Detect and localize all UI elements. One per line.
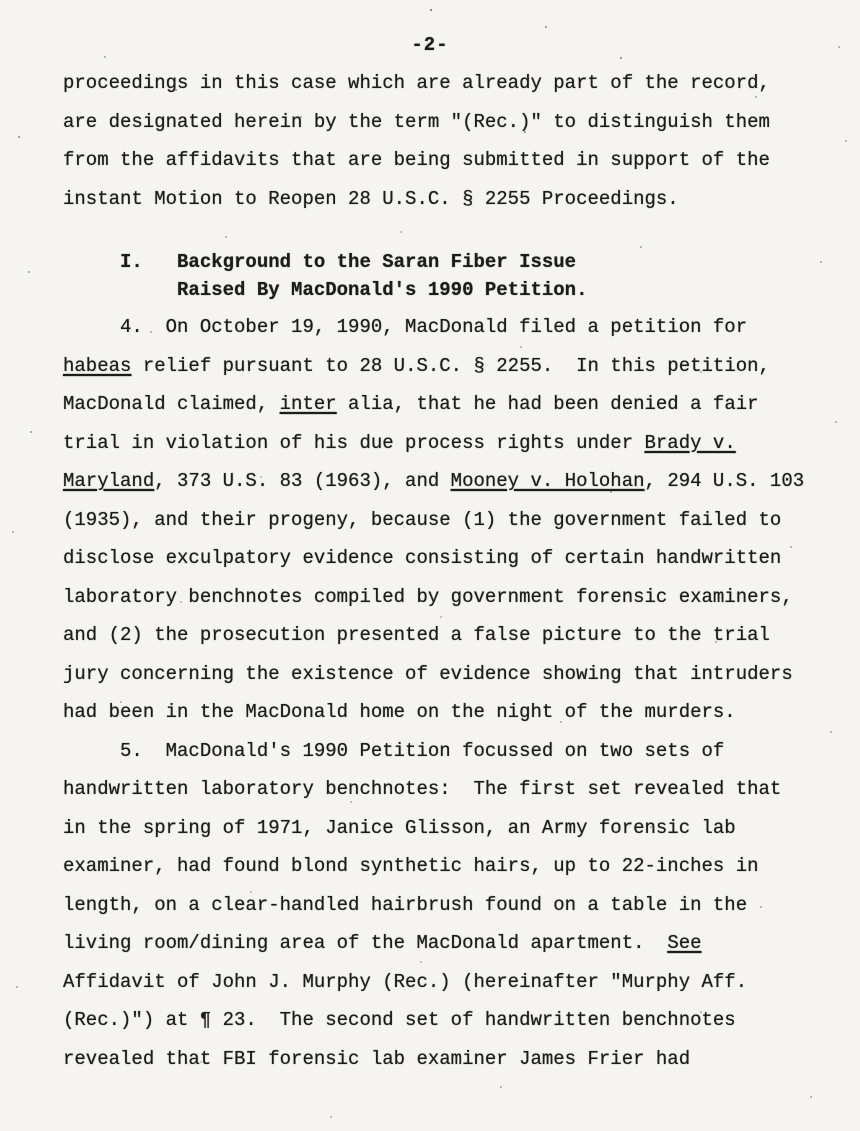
text-line: revealed that FBI forensic lab examiner James Frier had bbox=[63, 1047, 691, 1070]
text-line: are designated herein by the term "(Rec.)" to distinguish them bbox=[63, 110, 770, 133]
text-line: (1935), and their progeny, because (1) the government failed to bbox=[63, 508, 782, 531]
text-line: examiner, had found blond synthetic hairs, up to 22-inches in bbox=[63, 855, 759, 877]
text-line: Raised By MacDonald's 1990 Petition. bbox=[63, 279, 588, 301]
text-line: Affidavit of John J. Murphy (Rec.) (hereinafter "Murphy Aff. bbox=[63, 970, 748, 993]
text-line: jury concerning the existence of evidence showing that intruders bbox=[63, 662, 793, 685]
intro-paragraph bbox=[63, 64, 823, 218]
text-line: laboratory benchnotes compiled by government forensic examiners, bbox=[63, 585, 793, 608]
text-line: 4. On October 19, 1990, MacDonald filed a petition for bbox=[63, 316, 748, 338]
text-line: MacDonald claimed, inter alia, that he had been denied a fair bbox=[63, 393, 759, 415]
text-line: from the affidavits that are being submitted in support of the bbox=[63, 149, 770, 171]
text-line: disclose exculpatory evidence consisting of certain handwritten bbox=[63, 547, 782, 569]
scan-noise bbox=[0, 0, 2, 2]
text-line: proceedings in this case which are already part of the record, bbox=[63, 72, 770, 94]
text-line: trial in violation of his due process rights under Brady v. bbox=[63, 431, 736, 454]
section-heading bbox=[63, 248, 823, 304]
text-line: living room/dining area of the MacDonald apartment. See bbox=[63, 932, 702, 954]
text-line: length, on a clear-handled hairbrush found on a table in the bbox=[63, 893, 748, 916]
text-line: I. Background to the Saran Fiber Issue bbox=[63, 251, 577, 273]
paragraph-5 bbox=[63, 732, 823, 1079]
paragraph-4 bbox=[63, 308, 823, 732]
text-line: handwritten laboratory benchnotes: The first set revealed that bbox=[63, 778, 782, 800]
text-line: in the spring of 1971, Janice Glisson, an Army forensic lab bbox=[63, 816, 736, 839]
text-line: 5. MacDonald's 1990 Petition focussed on two sets of bbox=[63, 739, 725, 762]
text-line: (Rec.)") at ¶ 23. The second set of handwritten benchnotes bbox=[63, 1009, 736, 1031]
text-line: had been in the MacDonald home on the night of the murders. bbox=[63, 701, 736, 723]
text-line: Maryland, 373 U.S. 83 (1963), and Mooney v. Holohan, 294 U.S. 103 bbox=[63, 470, 805, 492]
text-line: and (2) the prosecution presented a false picture to the trial bbox=[63, 624, 770, 646]
text-line: instant Motion to Reopen 28 U.S.C. § 2255 Proceedings. bbox=[63, 187, 679, 210]
text-line: habeas relief pursuant to 28 U.S.C. § 2255. In this petition, bbox=[63, 354, 770, 377]
page-number: -2- bbox=[411, 34, 449, 56]
document-body bbox=[63, 0, 823, 1078]
